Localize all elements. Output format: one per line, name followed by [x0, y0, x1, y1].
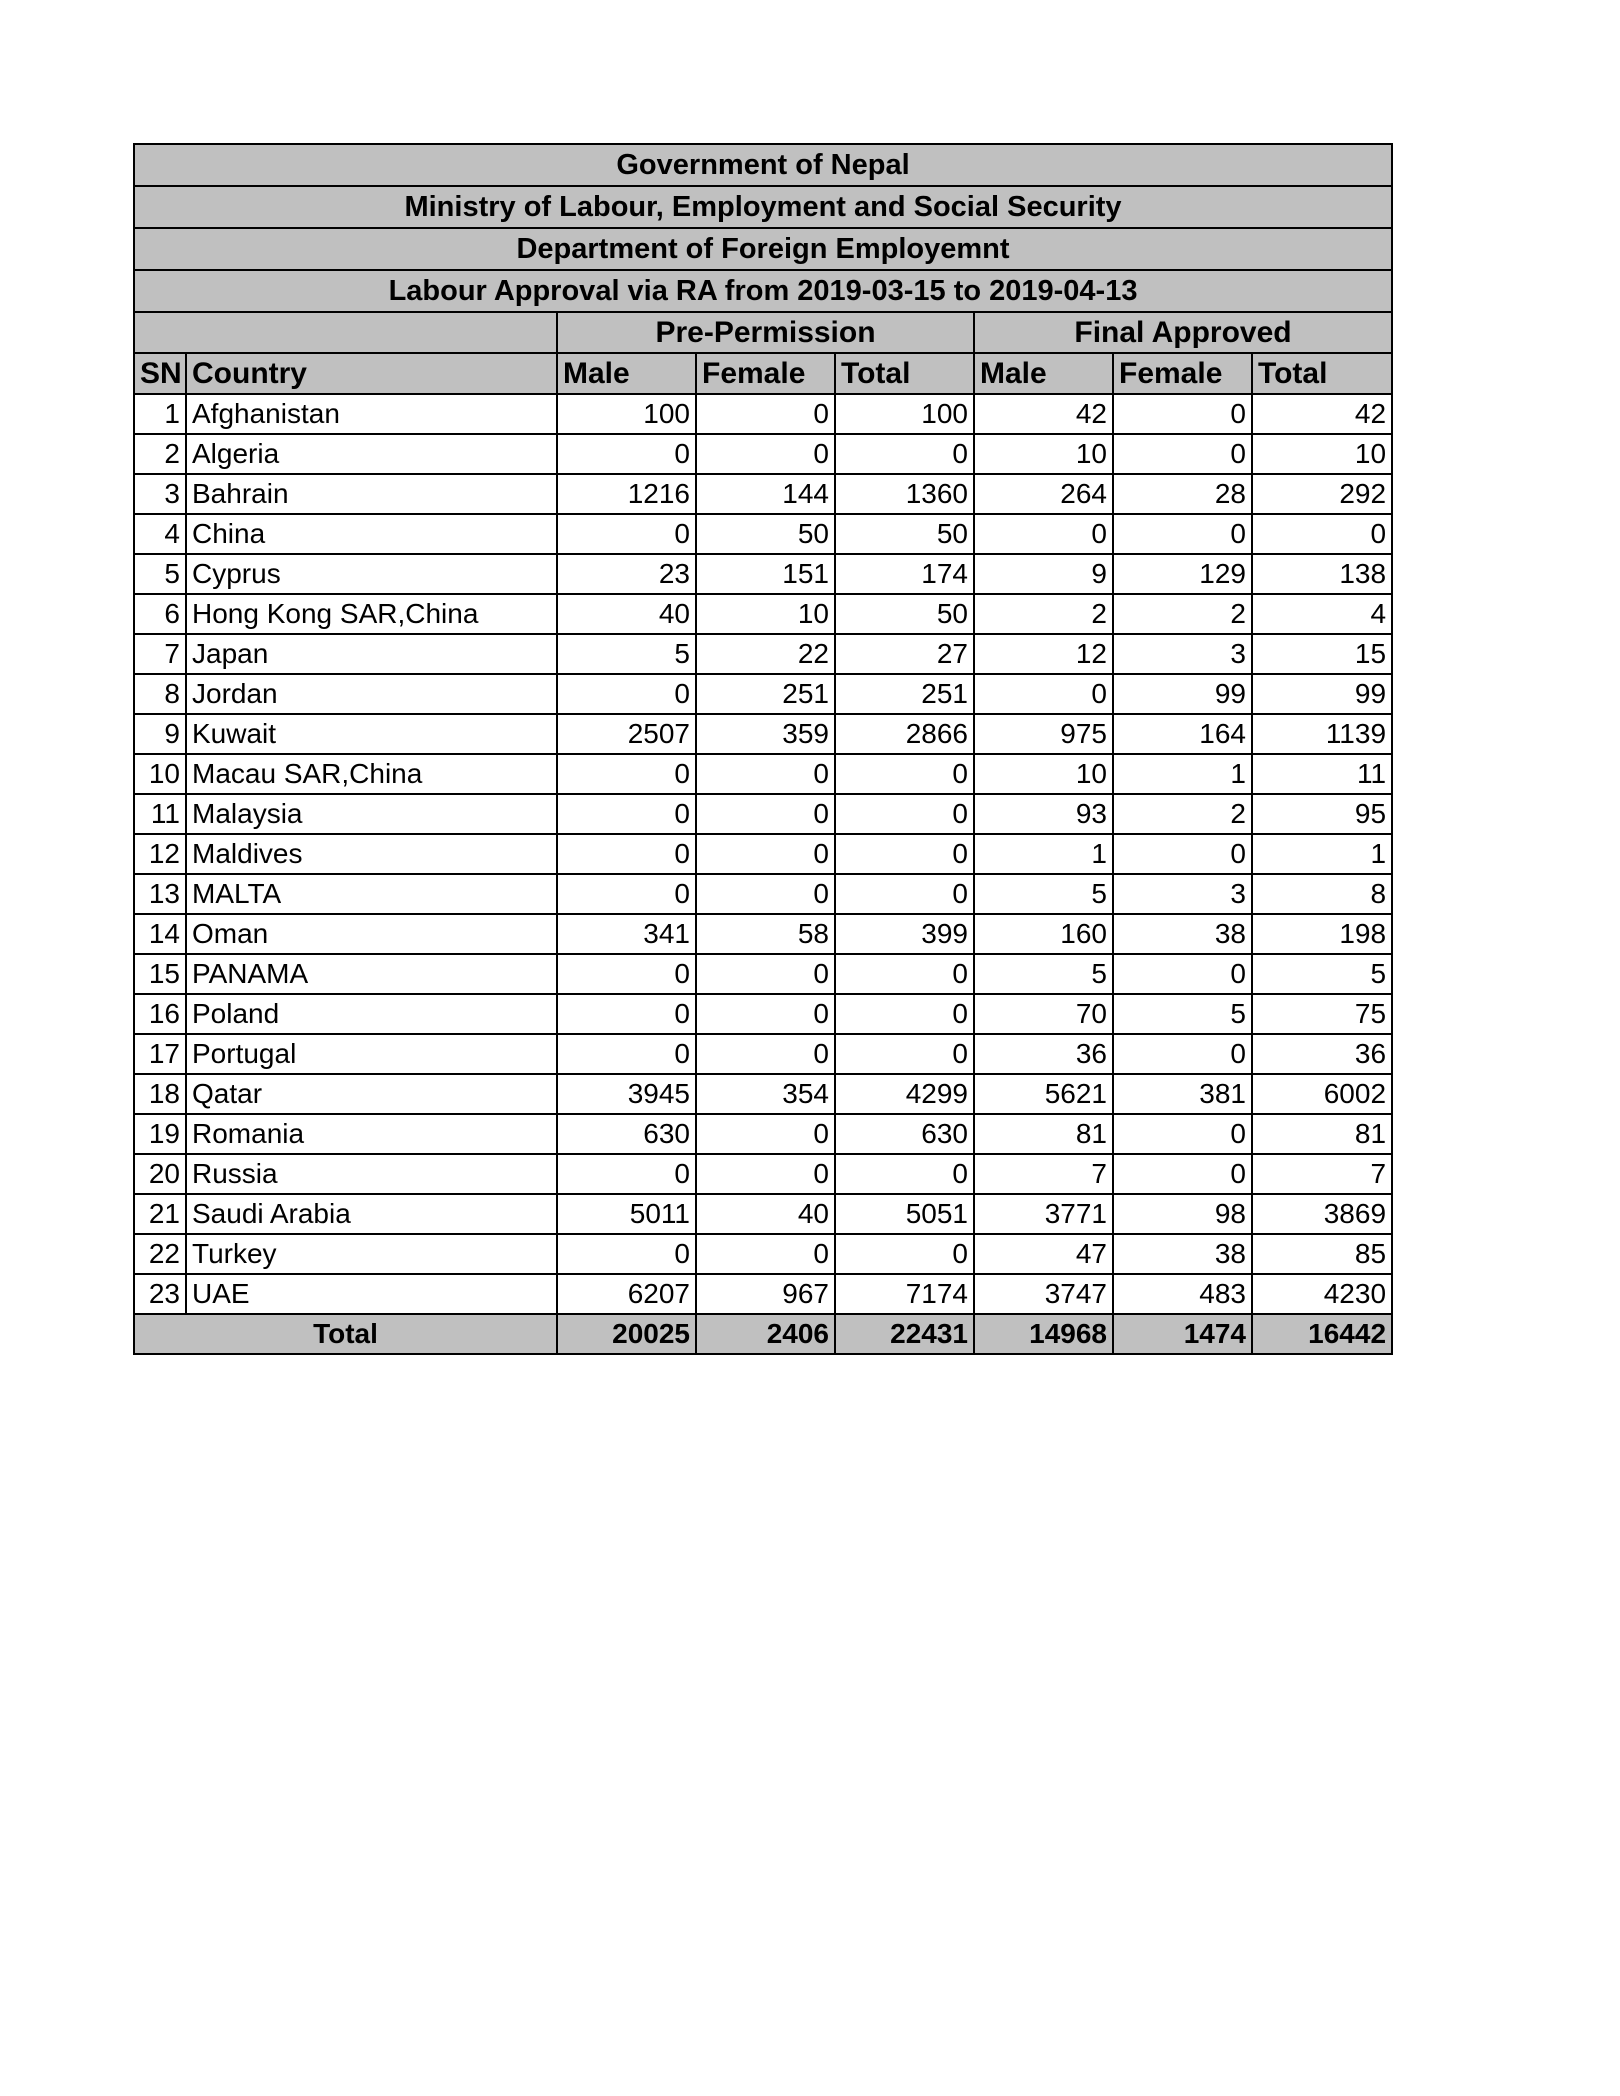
row-final-male: 160 — [974, 914, 1113, 954]
row-final-male: 5 — [974, 954, 1113, 994]
row-pre-total: 100 — [835, 394, 974, 434]
row-sn: 6 — [134, 594, 186, 634]
column-header-country: Country — [186, 353, 557, 394]
row-sn: 4 — [134, 514, 186, 554]
row-final-female: 3 — [1113, 874, 1252, 914]
row-country: Hong Kong SAR,China — [186, 594, 557, 634]
row-pre-total: 174 — [835, 554, 974, 594]
column-header-sn: SN — [134, 353, 186, 394]
row-pre-female: 359 — [696, 714, 835, 754]
header-government: Government of Nepal — [134, 144, 1392, 186]
row-pre-total: 0 — [835, 1234, 974, 1274]
row-final-male: 264 — [974, 474, 1113, 514]
row-pre-total: 0 — [835, 754, 974, 794]
row-country: Turkey — [186, 1234, 557, 1274]
row-final-male: 7 — [974, 1154, 1113, 1194]
row-sn: 19 — [134, 1114, 186, 1154]
row-sn: 1 — [134, 394, 186, 434]
row-pre-male: 0 — [557, 514, 696, 554]
row-final-male: 2 — [974, 594, 1113, 634]
row-pre-male: 1216 — [557, 474, 696, 514]
row-pre-total: 7174 — [835, 1274, 974, 1314]
row-sn: 3 — [134, 474, 186, 514]
row-final-total: 11 — [1252, 754, 1392, 794]
row-pre-female: 0 — [696, 1234, 835, 1274]
row-pre-female: 40 — [696, 1194, 835, 1234]
row-pre-male: 6207 — [557, 1274, 696, 1314]
row-pre-female: 0 — [696, 1114, 835, 1154]
row-pre-female: 0 — [696, 394, 835, 434]
row-country: Portugal — [186, 1034, 557, 1074]
row-final-total: 10 — [1252, 434, 1392, 474]
row-pre-total: 0 — [835, 794, 974, 834]
row-final-female: 2 — [1113, 594, 1252, 634]
row-final-total: 3869 — [1252, 1194, 1392, 1234]
row-sn: 10 — [134, 754, 186, 794]
row-final-female: 98 — [1113, 1194, 1252, 1234]
row-sn: 21 — [134, 1194, 186, 1234]
row-sn: 23 — [134, 1274, 186, 1314]
row-country: Japan — [186, 634, 557, 674]
row-final-female: 483 — [1113, 1274, 1252, 1314]
row-pre-total: 0 — [835, 1154, 974, 1194]
row-pre-female: 0 — [696, 1154, 835, 1194]
row-pre-female: 0 — [696, 434, 835, 474]
row-pre-male: 0 — [557, 794, 696, 834]
row-final-female: 0 — [1113, 394, 1252, 434]
row-final-total: 85 — [1252, 1234, 1392, 1274]
row-final-male: 1 — [974, 834, 1113, 874]
row-country: Romania — [186, 1114, 557, 1154]
row-pre-male: 0 — [557, 674, 696, 714]
row-pre-male: 0 — [557, 994, 696, 1034]
total-pre-female: 2406 — [696, 1314, 835, 1354]
row-final-total: 4 — [1252, 594, 1392, 634]
row-final-female: 2 — [1113, 794, 1252, 834]
row-final-total: 6002 — [1252, 1074, 1392, 1114]
row-pre-female: 967 — [696, 1274, 835, 1314]
row-pre-male: 0 — [557, 954, 696, 994]
row-pre-total: 50 — [835, 514, 974, 554]
header-department: Department of Foreign Employemnt — [134, 228, 1392, 270]
labour-approval-table — [133, 143, 1393, 1355]
total-pre-total: 22431 — [835, 1314, 974, 1354]
row-pre-male: 5 — [557, 634, 696, 674]
row-sn: 16 — [134, 994, 186, 1034]
row-final-male: 5621 — [974, 1074, 1113, 1114]
row-sn: 17 — [134, 1034, 186, 1074]
row-final-female: 0 — [1113, 434, 1252, 474]
row-final-total: 8 — [1252, 874, 1392, 914]
row-country: Poland — [186, 994, 557, 1034]
row-final-female: 3 — [1113, 634, 1252, 674]
row-country: Malaysia — [186, 794, 557, 834]
total-final-male: 14968 — [974, 1314, 1113, 1354]
row-final-total: 4230 — [1252, 1274, 1392, 1314]
row-country: China — [186, 514, 557, 554]
row-country: Cyprus — [186, 554, 557, 594]
row-sn: 13 — [134, 874, 186, 914]
row-pre-male: 2507 — [557, 714, 696, 754]
row-pre-male: 5011 — [557, 1194, 696, 1234]
row-pre-total: 630 — [835, 1114, 974, 1154]
row-final-male: 10 — [974, 434, 1113, 474]
row-final-total: 81 — [1252, 1114, 1392, 1154]
row-pre-total: 399 — [835, 914, 974, 954]
row-pre-total: 2866 — [835, 714, 974, 754]
column-header-final-female: Female — [1113, 353, 1252, 394]
row-final-total: 15 — [1252, 634, 1392, 674]
row-country: Russia — [186, 1154, 557, 1194]
row-pre-total: 0 — [835, 834, 974, 874]
row-final-total: 75 — [1252, 994, 1392, 1034]
row-final-male: 70 — [974, 994, 1113, 1034]
row-pre-male: 0 — [557, 874, 696, 914]
row-pre-male: 3945 — [557, 1074, 696, 1114]
row-pre-total: 251 — [835, 674, 974, 714]
group-header-final-approved: Final Approved — [974, 312, 1392, 353]
row-pre-female: 10 — [696, 594, 835, 634]
total-final-female: 1474 — [1113, 1314, 1252, 1354]
row-pre-female: 0 — [696, 1034, 835, 1074]
row-country: MALTA — [186, 874, 557, 914]
column-header-final-male: Male — [974, 353, 1113, 394]
column-header-pre-female: Female — [696, 353, 835, 394]
total-pre-male: 20025 — [557, 1314, 696, 1354]
row-final-female: 164 — [1113, 714, 1252, 754]
row-final-total: 0 — [1252, 514, 1392, 554]
row-pre-female: 22 — [696, 634, 835, 674]
row-final-total: 1139 — [1252, 714, 1392, 754]
row-sn: 22 — [134, 1234, 186, 1274]
row-sn: 8 — [134, 674, 186, 714]
row-pre-total: 5051 — [835, 1194, 974, 1234]
row-final-total: 292 — [1252, 474, 1392, 514]
row-country: Afghanistan — [186, 394, 557, 434]
row-sn: 5 — [134, 554, 186, 594]
row-pre-male: 40 — [557, 594, 696, 634]
row-final-male: 93 — [974, 794, 1113, 834]
row-pre-male: 630 — [557, 1114, 696, 1154]
row-final-female: 0 — [1113, 1034, 1252, 1074]
row-country: Qatar — [186, 1074, 557, 1114]
total-label: Total — [134, 1314, 557, 1354]
row-sn: 14 — [134, 914, 186, 954]
row-pre-total: 1360 — [835, 474, 974, 514]
row-country: Algeria — [186, 434, 557, 474]
row-country: Saudi Arabia — [186, 1194, 557, 1234]
row-final-female: 38 — [1113, 1234, 1252, 1274]
row-pre-male: 0 — [557, 1234, 696, 1274]
row-pre-male: 100 — [557, 394, 696, 434]
row-final-total: 1 — [1252, 834, 1392, 874]
row-country: Bahrain — [186, 474, 557, 514]
row-final-male: 12 — [974, 634, 1113, 674]
row-pre-total: 50 — [835, 594, 974, 634]
row-final-total: 36 — [1252, 1034, 1392, 1074]
row-final-total: 5 — [1252, 954, 1392, 994]
column-header-pre-total: Total — [835, 353, 974, 394]
row-final-female: 381 — [1113, 1074, 1252, 1114]
row-final-male: 0 — [974, 514, 1113, 554]
column-header-final-total: Total — [1252, 353, 1392, 394]
row-pre-male: 341 — [557, 914, 696, 954]
row-country: Macau SAR,China — [186, 754, 557, 794]
row-final-female: 0 — [1113, 514, 1252, 554]
total-final-total: 16442 — [1252, 1314, 1392, 1354]
row-pre-male: 0 — [557, 1034, 696, 1074]
row-pre-total: 4299 — [835, 1074, 974, 1114]
row-pre-male: 0 — [557, 754, 696, 794]
column-header-pre-male: Male — [557, 353, 696, 394]
row-final-male: 9 — [974, 554, 1113, 594]
row-final-total: 95 — [1252, 794, 1392, 834]
row-country: Maldives — [186, 834, 557, 874]
row-pre-male: 0 — [557, 834, 696, 874]
row-pre-female: 0 — [696, 834, 835, 874]
row-sn: 12 — [134, 834, 186, 874]
row-sn: 20 — [134, 1154, 186, 1194]
row-pre-total: 0 — [835, 994, 974, 1034]
row-pre-female: 354 — [696, 1074, 835, 1114]
row-final-female: 1 — [1113, 754, 1252, 794]
row-pre-male: 0 — [557, 1154, 696, 1194]
group-header-pre-permission: Pre-Permission — [557, 312, 974, 353]
row-final-female: 99 — [1113, 674, 1252, 714]
row-country: UAE — [186, 1274, 557, 1314]
row-pre-total: 27 — [835, 634, 974, 674]
row-country: Kuwait — [186, 714, 557, 754]
row-final-total: 198 — [1252, 914, 1392, 954]
row-final-male: 975 — [974, 714, 1113, 754]
row-pre-total: 0 — [835, 1034, 974, 1074]
row-pre-female: 0 — [696, 994, 835, 1034]
row-final-male: 10 — [974, 754, 1113, 794]
row-final-male: 47 — [974, 1234, 1113, 1274]
row-final-male: 5 — [974, 874, 1113, 914]
row-sn: 18 — [134, 1074, 186, 1114]
row-sn: 2 — [134, 434, 186, 474]
row-final-male: 3771 — [974, 1194, 1113, 1234]
row-pre-female: 58 — [696, 914, 835, 954]
row-pre-male: 0 — [557, 434, 696, 474]
row-pre-female: 151 — [696, 554, 835, 594]
row-sn: 9 — [134, 714, 186, 754]
row-pre-male: 23 — [557, 554, 696, 594]
row-final-total: 7 — [1252, 1154, 1392, 1194]
row-final-total: 42 — [1252, 394, 1392, 434]
row-final-total: 99 — [1252, 674, 1392, 714]
row-pre-total: 0 — [835, 874, 974, 914]
row-pre-female: 0 — [696, 794, 835, 834]
row-sn: 15 — [134, 954, 186, 994]
row-final-female: 5 — [1113, 994, 1252, 1034]
row-final-female: 129 — [1113, 554, 1252, 594]
row-country: Jordan — [186, 674, 557, 714]
row-pre-female: 50 — [696, 514, 835, 554]
row-country: Oman — [186, 914, 557, 954]
row-final-female: 0 — [1113, 954, 1252, 994]
row-sn: 11 — [134, 794, 186, 834]
row-final-male: 3747 — [974, 1274, 1113, 1314]
row-final-female: 38 — [1113, 914, 1252, 954]
row-pre-total: 0 — [835, 434, 974, 474]
row-final-female: 0 — [1113, 1114, 1252, 1154]
row-final-female: 0 — [1113, 834, 1252, 874]
row-final-male: 81 — [974, 1114, 1113, 1154]
row-final-female: 28 — [1113, 474, 1252, 514]
row-sn: 7 — [134, 634, 186, 674]
row-final-male: 36 — [974, 1034, 1113, 1074]
row-pre-female: 251 — [696, 674, 835, 714]
row-final-male: 0 — [974, 674, 1113, 714]
row-pre-total: 0 — [835, 954, 974, 994]
group-header-blank — [134, 312, 557, 353]
row-final-male: 42 — [974, 394, 1113, 434]
row-final-total: 138 — [1252, 554, 1392, 594]
header-ministry: Ministry of Labour, Employment and Social Security — [134, 186, 1392, 228]
row-pre-female: 0 — [696, 874, 835, 914]
row-final-female: 0 — [1113, 1154, 1252, 1194]
row-pre-female: 0 — [696, 954, 835, 994]
row-pre-female: 144 — [696, 474, 835, 514]
header-report-title: Labour Approval via RA from 2019-03-15 to 2019-04-13 — [134, 270, 1392, 312]
row-country: PANAMA — [186, 954, 557, 994]
row-pre-female: 0 — [696, 754, 835, 794]
